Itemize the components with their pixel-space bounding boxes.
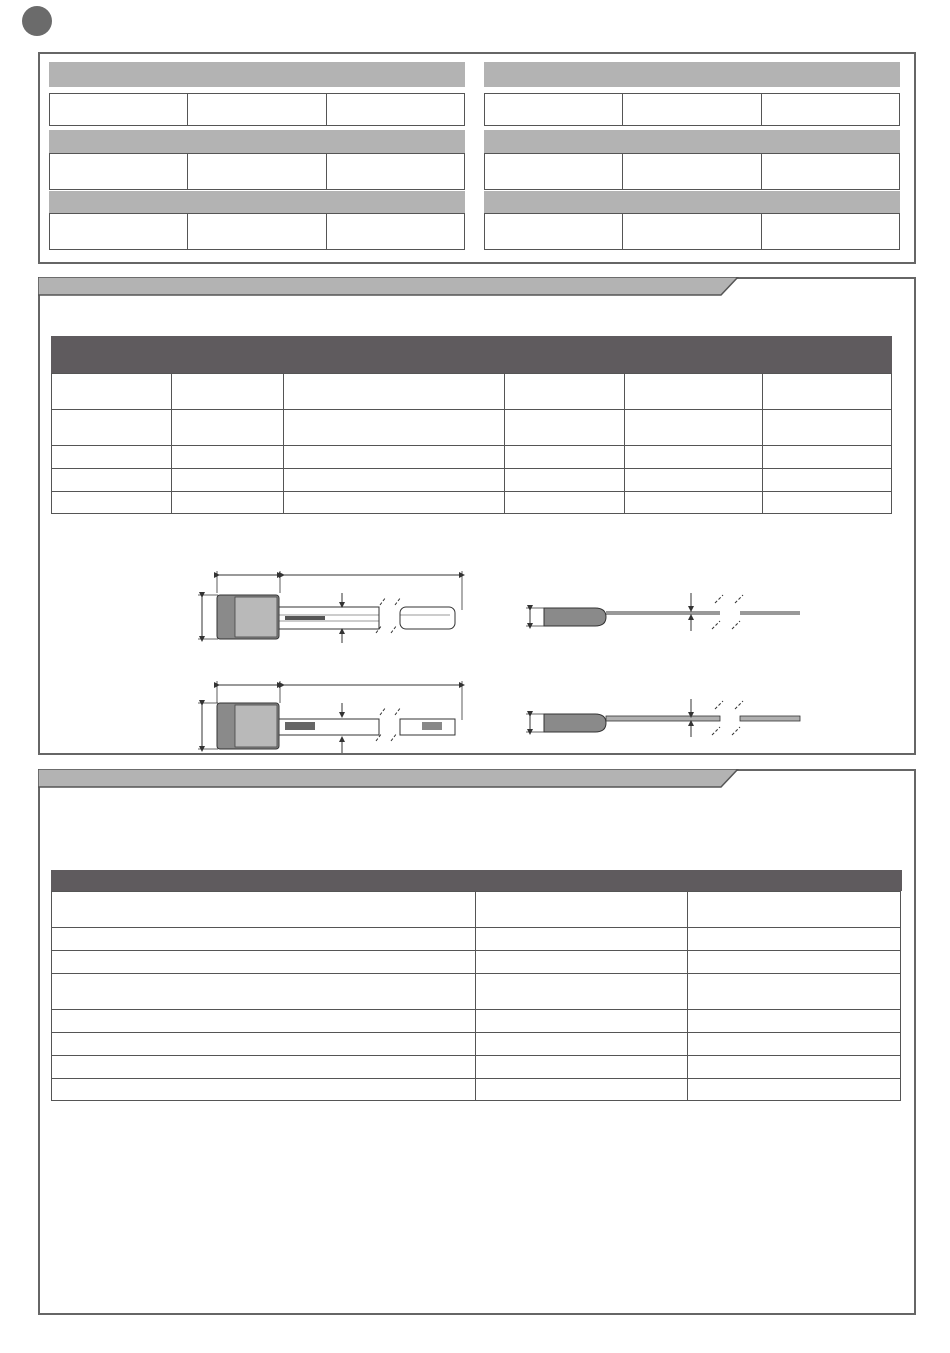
table-cell xyxy=(283,469,505,492)
table-cell xyxy=(327,94,464,125)
right-panel-row-2 xyxy=(484,153,900,190)
table-cell xyxy=(763,492,892,514)
right-panel-row-3 xyxy=(484,213,900,250)
table-row xyxy=(52,492,892,514)
table-cell xyxy=(171,374,283,410)
rail-profile-view-1 xyxy=(526,593,800,631)
table-cell xyxy=(52,469,172,492)
table-cell xyxy=(625,469,763,492)
left-panel-header-3 xyxy=(49,191,465,213)
table-cell xyxy=(762,214,899,249)
table-cell xyxy=(52,1033,476,1056)
table-cell xyxy=(50,94,188,125)
table-cell xyxy=(327,154,464,189)
table-cell xyxy=(762,154,899,189)
table-cell xyxy=(283,374,505,410)
rail-side-view-1 xyxy=(198,571,462,643)
table-row xyxy=(52,446,892,469)
specs-table-header xyxy=(51,870,902,891)
table-cell xyxy=(625,446,763,469)
table-cell xyxy=(763,410,892,446)
table-cell xyxy=(475,951,688,974)
table-row xyxy=(52,1010,901,1033)
left-panel-row-2 xyxy=(49,153,465,190)
table-cell xyxy=(688,928,901,951)
table-cell xyxy=(283,410,505,446)
table-row xyxy=(52,1033,901,1056)
rails-table-header xyxy=(51,336,892,373)
table-cell xyxy=(52,1056,476,1079)
table-cell xyxy=(52,928,476,951)
table-cell xyxy=(505,469,625,492)
table-cell xyxy=(188,154,326,189)
table-cell xyxy=(762,94,899,125)
table-cell xyxy=(283,446,505,469)
table-cell xyxy=(171,469,283,492)
right-panel-row-1 xyxy=(484,93,900,126)
table-cell xyxy=(623,94,761,125)
table-cell xyxy=(52,1079,476,1101)
table-cell xyxy=(625,410,763,446)
table-cell xyxy=(475,892,688,928)
table-cell xyxy=(623,214,761,249)
table-cell xyxy=(505,374,625,410)
table-cell xyxy=(52,446,172,469)
table-cell xyxy=(688,974,901,1010)
table-cell xyxy=(623,154,761,189)
table-cell xyxy=(52,374,172,410)
left-panel-header-1 xyxy=(49,62,465,87)
table-cell xyxy=(475,1079,688,1101)
table-cell xyxy=(688,1010,901,1033)
table-row xyxy=(52,374,892,410)
table-row xyxy=(52,1079,901,1101)
table-cell xyxy=(50,154,188,189)
table-cell xyxy=(52,1010,476,1033)
table-cell xyxy=(625,374,763,410)
table-cell xyxy=(50,214,188,249)
table-cell xyxy=(475,1033,688,1056)
table-cell xyxy=(188,94,326,125)
table-row xyxy=(52,974,901,1010)
table-cell xyxy=(52,974,476,1010)
table-cell xyxy=(485,214,623,249)
page-number-badge xyxy=(22,6,52,36)
table-cell xyxy=(485,94,623,125)
table-cell xyxy=(475,1056,688,1079)
rail-diagrams-illustration xyxy=(190,565,820,755)
section-tab-shape xyxy=(38,277,742,297)
table-cell xyxy=(505,492,625,514)
table-cell xyxy=(763,446,892,469)
table-cell xyxy=(505,410,625,446)
table-cell xyxy=(327,214,464,249)
table-row xyxy=(52,928,901,951)
table-cell xyxy=(475,1010,688,1033)
rail-profile-view-2 xyxy=(526,699,800,737)
table-cell xyxy=(485,154,623,189)
table-row xyxy=(52,892,901,928)
table-cell xyxy=(688,1079,901,1101)
rails-section-title-tab xyxy=(38,277,742,297)
section-tab-shape xyxy=(38,769,742,789)
left-panel-row-3 xyxy=(49,213,465,250)
specs-section-title-tab xyxy=(38,769,742,789)
left-panel-header-2 xyxy=(49,130,465,153)
table-cell xyxy=(688,1056,901,1079)
table-cell xyxy=(688,1033,901,1056)
table-cell xyxy=(475,974,688,1010)
table-cell xyxy=(188,214,326,249)
table-row xyxy=(52,410,892,446)
table-cell xyxy=(688,892,901,928)
table-cell xyxy=(171,410,283,446)
table-row xyxy=(52,951,901,974)
table-cell xyxy=(625,492,763,514)
table-cell xyxy=(171,446,283,469)
table-cell xyxy=(171,492,283,514)
table-cell xyxy=(52,892,476,928)
table-cell xyxy=(52,410,172,446)
rail-side-view-2 xyxy=(198,681,462,753)
specs-table xyxy=(51,891,901,1101)
table-cell xyxy=(283,492,505,514)
table-cell xyxy=(475,928,688,951)
right-panel-header-3 xyxy=(484,191,900,213)
table-cell xyxy=(688,951,901,974)
table-cell xyxy=(52,951,476,974)
table-row xyxy=(52,469,892,492)
right-panel-header-2 xyxy=(484,130,900,153)
table-row xyxy=(52,1056,901,1079)
right-panel-header-1 xyxy=(484,62,900,87)
left-panel-row-1 xyxy=(49,93,465,126)
table-cell xyxy=(763,469,892,492)
table-cell xyxy=(52,492,172,514)
table-cell xyxy=(505,446,625,469)
table-cell xyxy=(763,374,892,410)
rails-table xyxy=(51,373,892,514)
